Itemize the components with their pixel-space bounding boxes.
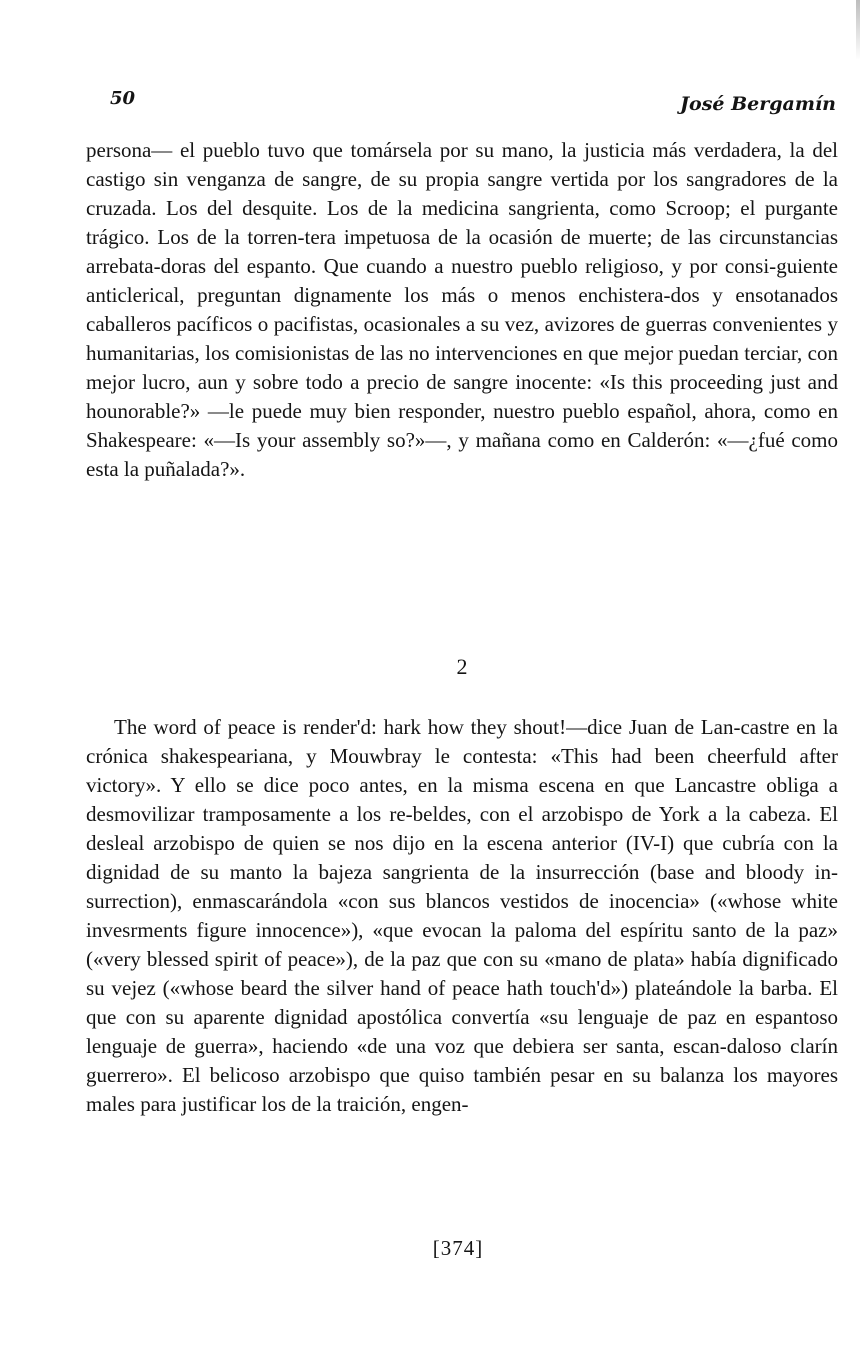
text-line: vertida por los sangradores de la cruzada. Los del desquite. Los de la xyxy=(86,167,838,220)
text-line: ahora, como en Shakespeare: «—Is your assembly so?»—, y mañana xyxy=(86,399,838,452)
text-line: escena en que Lancastre obliga a desmovilizar tramposamente a los re- xyxy=(86,773,838,826)
text-line: guiente anticlerical, preguntan dignamente los más o menos enchistera- xyxy=(86,254,838,307)
text-line: en su balanza los mayores males para justificar los de la traición, engen- xyxy=(86,1063,838,1116)
text-line: y sobre todo a precio de sangre inocente: «Is this proceeding just and xyxy=(235,370,838,394)
text-line: como en Calderón: «—¿fué como esta la puñalada?». xyxy=(86,428,838,481)
text-line: persona— el pueblo tuvo que tomársela por su mano, la justicia más xyxy=(86,138,694,162)
text-line: doras del espanto. Que cuando a nuestro pueblo religioso, y por consi- xyxy=(160,254,777,278)
paragraph-section-2 xyxy=(86,713,838,1119)
text-line: del espíritu santo de la paz» («very blessed spirit of peace»), de la paz xyxy=(86,918,839,971)
text-line: been cheerfuld after victory». Y ello se dice poco antes, en la misma xyxy=(86,744,838,797)
text-line: hounorable?» —le puede muy bien responder, nuestro pueblo español, xyxy=(86,399,705,423)
text-line: de su manto la bajeza sangrienta de la insurrección (base and bloody in- xyxy=(170,860,838,884)
text-line: lenguaje de guerra», haciendo «de una voz que debiera ser santa, escan- xyxy=(86,1034,727,1058)
text-line: que con su «mano de plata» había dignificado su vejez («whose beard the xyxy=(86,947,838,1000)
text-line: castre en la crónica shakespeariana, y Mouwbray le contesta: «This had xyxy=(86,715,838,768)
text-line: dos y ensotanados caballeros pacíficos o pacifistas, ocasionales a su vez, xyxy=(86,283,838,336)
section-number: 2 xyxy=(456,654,468,679)
text-line: beldes, con el arzobispo de York a la cabeza. El desleal arzobispo de xyxy=(86,802,839,855)
text-line: The word of peace is render'd: hark how they shout!—dice Juan de Lan- xyxy=(114,715,741,739)
text-line: medicina sangrienta, como Scroop; el purgante trágico. Los de la torren- xyxy=(86,196,838,249)
text-line: las no intervenciones en que mejor puedan terciar, con mejor lucro, aun xyxy=(86,341,838,394)
text-line: aparente dignidad apostólica convertía «su lenguaje de paz en espantoso xyxy=(193,1005,838,1029)
text-line: daloso clarín guerrero». El belicoso arzobispo que quiso también pesar xyxy=(86,1034,838,1087)
text-line: silver hand of peace hath touch'd») plateándole la barba. El que con su xyxy=(86,976,838,1029)
scan-edge-mark xyxy=(856,0,860,60)
text-line: quien se nos dijo en la escena anterior (IV-I) que cubría con la dignidad xyxy=(86,831,838,884)
page-number: 50 xyxy=(110,88,136,109)
paragraph-continued xyxy=(86,136,838,484)
text-line: («whose white invesrments figure innocence»), «que evocan la paloma xyxy=(86,889,838,942)
folio-number: [374] xyxy=(432,1236,484,1260)
text-line: surrection), enmascarándola «con sus blancos vestidos de inocencia» xyxy=(86,889,711,913)
text-line: verdadera, la del castigo sin venganza de sangre, de su propia sangre xyxy=(86,138,838,191)
text-line: tera impetuosa de la ocasión de muerte; de las circunstancias arrebata- xyxy=(86,225,838,278)
text-line: avizores de guerras convenientes y humanitarias, los comisionistas de xyxy=(86,312,838,365)
running-head: José Bergamín xyxy=(680,93,836,115)
